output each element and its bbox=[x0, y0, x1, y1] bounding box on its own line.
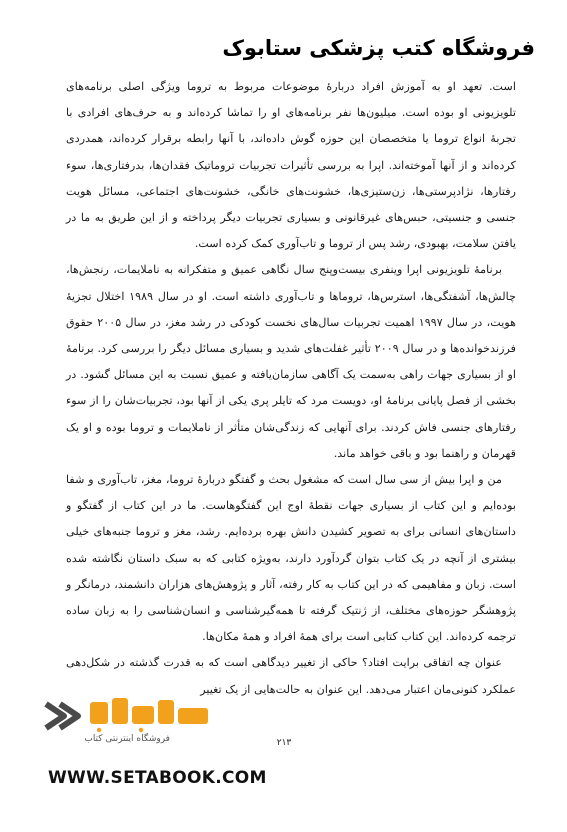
logo-subtitle: فروشگاه اینترنتی کتاب bbox=[84, 734, 170, 744]
paragraph: من و اپرا بیش از سی سال است که مشغول بحث و گفتگو دربارۀ تروما، مغز، تاب‌آوری و شفا بوده‌ایم و این کتاب از بسیاری جهات نقطۀ اوج این گفتگوهاست. ما در این کتاب از گفتگو و داستان‌های انسانی برای به تصویر کشیدن دانش بهره برده‌ایم. رشد، مغز و تروما جنبه‌های خیلی بیشتری از آنچه در یک کتاب بتوان گردآورد دارند، به‌ویژه کتابی که به سبک داستان نگاشته شده است. زبان و مفاهیمی که در این کتاب به کار رفته، آثار و پژوهش‌های هزاران دانشمند، درمانگر و پژوهشگر حوزه‌های مختلف، از ژنتیک گرفته تا همه‌گیرشناسی و انسان‌شناسی را به زبان ساده ترجمه کرده‌اند. این کتاب کتابی است برای همۀ افراد و همۀ مکان‌ها. bbox=[66, 473, 516, 644]
body-text bbox=[66, 74, 516, 703]
page-number: ۲۱۳ bbox=[276, 738, 292, 748]
paragraph: برنامۀ تلویزیونی اپرا وینفری بیست‌وپنج سال نگاهی عمیق و متفکرانه به ناملایمات، رنجش‌ها، چالش‌ها، آشفتگی‌ها، استرس‌ها، تروماها و تاب‌آوری داشته است. او در سال ۱۹۸۹ اختلال تجزیۀ هویت، در سال ۱۹۹۷ اهمیت تجربیات سال‌های نخست کودکی در رشد مغز، در سال ۲۰۰۵ حقوق فرزندخوانده‌ها و در سال ۲۰۰۹ تأثیر غفلت‌های شدید و بسیاری مسائل دیگر را بررسی کرد. برنامۀ او از بسیاری جهات راهی به‌سمت یک آگاهی سازمان‌یافته و عمیق نسبت به این مسائل گشود. در بخشی از فصل پایانی برنامۀ او، دویست مرد که تایلر پری یکی از آنها بود، تجربیات‌شان را از سوء رفتارهای جنسی فاش کردند. برای آنهایی که زندگی‌شان متأثر از ناملایمات و تروما بوده و او یک قهرمان و راهنما بود و باقی خواهد ماند. bbox=[66, 263, 517, 460]
paragraph: است. تعهد او به آموزش افراد دربارۀ موضوعات مربوط به تروما ویژگی اصلی برنامه‌های تلویزیونی او بوده است. میلیون‌ها نفر برنامه‌های او را تماشا کرده‌اند و به حرف‌های افرادی با تجربۀ انواع تروما یا متخصصان این حوزه گوش داده‌اند، با آنها رابطه برقرار کرده‌اند، همدردی کرده‌اند و از آنها آموخته‌اند. اپرا به بررسی تأثیرات تجربیات تروماتیک فقدان‌ها، بدرفتاری‌ها، سوء رفتارها، نژادپرستی‌ها، زن‌ستیزی‌ها، خشونت‌های خانگی، خشونت‌های اجتماعی، مسائل هویت جنسی و جنسیتی، حبس‌های غیرقانونی و بسیاری تجربیات دیگر پرداخته و از این طریق به ما در یافتن سلامت، بهبودی، رشد پس از تروما و تاب‌آوری کمک کرده است. bbox=[66, 80, 516, 251]
website-url: WWW.SETABOOK.COM bbox=[48, 768, 267, 788]
book-stack-icon bbox=[42, 696, 218, 736]
paragraph: عنوان چه اتفاقی برایت افتاد؟ حاکی از تغییر دیدگاهی است که به قدرت گذشته در شکل‌دهی عملکرد کنونی‌مان اعتبار می‌دهد. این عنوان به حالت‌هایی از یک تغییر bbox=[66, 656, 516, 696]
page-title: فروشگاه کتب پزشکی ستابوک bbox=[222, 36, 535, 60]
